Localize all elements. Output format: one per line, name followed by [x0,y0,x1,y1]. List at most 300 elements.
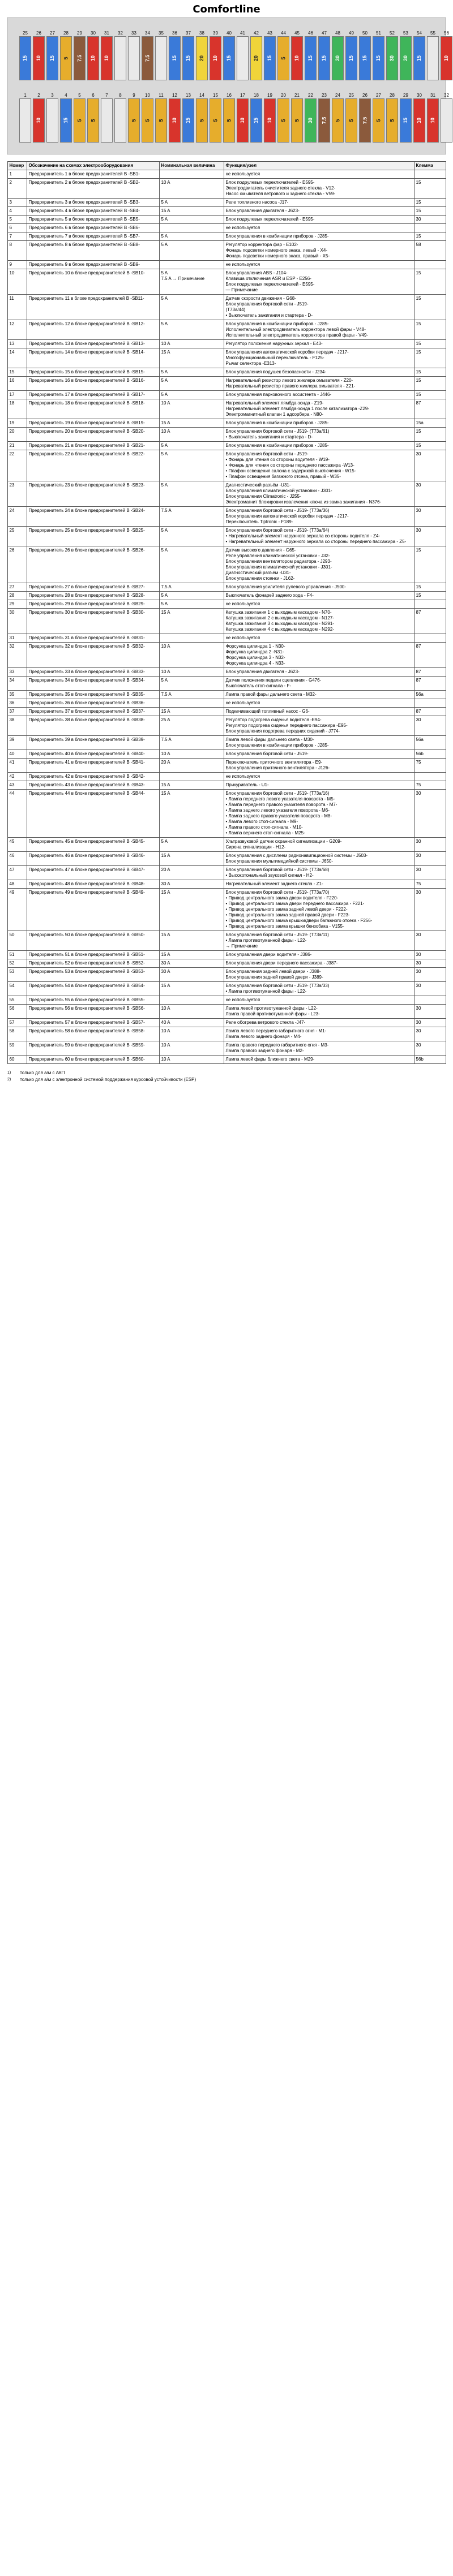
page-title: Comfortline [193,3,260,15]
cell-designation: Предохранитель 17 в блоке предохранителей B -SB17- [27,391,159,399]
fuse-slot [142,36,153,80]
cell-value: 25 A [159,716,224,736]
cell-number: 23 [7,481,27,507]
fuse-number: 54 [417,31,422,36]
cell-designation: Предохранитель 23 в блоке предохранителей B -SB23- [27,481,159,507]
fuse-slot [373,36,384,80]
table-row [7,889,446,931]
cell-value [159,773,224,781]
fuse-number: 49 [349,31,354,36]
cell-designation: Предохранитель 6 в блоке предохранителей B -SB6- [27,224,159,232]
fuse-number: 29 [77,31,82,36]
cell-designation: Предохранитель 2 в блоке предохранителей B -SB2- [27,179,159,199]
fuse-rating: 10 [172,117,178,124]
fuse-rating: 10 [240,117,246,124]
cell-number: 39 [7,736,27,750]
fuse-number: 13 [186,93,191,98]
table-row [7,269,446,295]
fuse-slot [142,98,153,143]
fuse-slot [87,98,99,143]
cell-designation: Предохранитель 31 в блоке предохранителей B -SB31- [27,634,159,643]
fuse-slot [169,98,181,143]
fuse-rating: 5 [76,119,83,122]
fuse-number: 45 [294,31,300,36]
fuse-rating: 15 [375,55,382,62]
cell-function: Датчик положения педали сцепления - G476- Выключатель стоп-сигнала - F- [224,677,414,691]
cell-number: 59 [7,1041,27,1056]
cell-designation: Предохранитель 57 в блоке предохранителей B -SB57- [27,1019,159,1027]
cell-value: 5 A [159,527,224,546]
cell-terminal: 30 [414,216,446,224]
cell-value [159,224,224,232]
fuse-number: 56 [444,31,449,36]
cell-terminal: 87 [414,708,446,716]
table-row [7,399,446,419]
cell-terminal [414,996,446,1005]
fuse-rating: 20 [199,55,205,62]
cell-value: 15 A [159,951,224,959]
fuse-slot [291,36,303,80]
fuse-slot [400,36,412,80]
cell-terminal [414,170,446,179]
fuse-number: 14 [199,93,204,98]
fuse-rating: 10 [36,117,42,124]
fuse-number: 27 [376,93,381,98]
cell-number: 51 [7,951,27,959]
cell-function: Нагревательный элемент лямбда-зонда - Z19- Нагревательный элемент лямбда-зонда 1 после катализатора -Z29- Электромагнитный клапан 1 адсорбера - N80- [224,399,414,419]
fuse-number: 2 [37,93,40,98]
cell-value: 10 A [159,179,224,199]
cell-terminal: 15 [414,442,446,450]
cell-terminal: 87 [414,399,446,419]
top-fuse [263,31,276,80]
cell-designation: Предохранитель 16 в блоке предохранителей B -SB16- [27,377,159,391]
fuse-number: 3 [51,93,54,98]
cell-terminal: 58 [414,241,446,261]
cell-designation: Предохранитель 50 в блоке предохранителей B -SB50- [27,931,159,951]
bottom-fuse [386,93,399,143]
fuse-rating: 7.5 [321,117,327,124]
cell-number: 56 [7,1005,27,1019]
top-fuse [87,31,100,80]
cell-function: Блок управления бортовой сети - J519- (T73a/11) • Лампа противотуманной фары - L22- → Примечание [224,931,414,951]
cell-value: 5 A [159,232,224,241]
cell-terminal [414,699,446,708]
fuse-slot [223,98,235,143]
cell-function: Блок управления двигателя - J623- [224,207,414,216]
bottom-fuse [318,93,331,143]
fuse-rating: 5 [280,119,287,122]
cell-designation: Предохранитель 29 в блоке предохранителей B -SB29- [27,600,159,609]
fuse-slot [60,98,72,143]
cell-function: Реле топливного насоса -J17- [224,199,414,207]
top-fuse [413,31,426,80]
cell-designation: Предохранитель 42 в блоке предохранителей B -SB42- [27,773,159,781]
cell-function: Катушка зажигания 1 с выходным каскадом - N70- Катушка зажигания 2 с выходным каскадом - N127- Катушка зажигания 3 с выходным каскадом - N291- Катушка зажигания 4 с выходным каскадом - N292- [224,609,414,634]
cell-number: 18 [7,399,27,419]
cell-function: Блок управления в комбинации приборов - J285- [224,232,414,241]
bottom-fuse [250,93,263,143]
cell-function: Блок управления бортовой сети - J519- (T73a/70) • Привод центрального замка двери водителя - F220- • Привод центрального замка двери переднего пассажира - F221- • Привод центрального замка задней левой двери - F222- • Привод центрального замка задней правой двери - F223- • Привод центрального замка крышки/двери багажного отсека - F256- • Привод центрального замка крышки бензобака - V155- [224,889,414,931]
cell-function: Блок управления подушек безопасности - J234- [224,368,414,377]
table-row [7,1041,446,1056]
fuse-rating: 5 [280,57,287,60]
cell-value: 10 A [159,643,224,668]
cell-terminal: 30 [414,889,446,931]
table-row [7,348,446,368]
fuse-table-body [7,170,446,1064]
fuse-rating: 5 [226,119,232,122]
cell-designation: Предохранитель 58 в блоке предохранителей B -SB58- [27,1027,159,1041]
cell-designation: Предохранитель 49 в блоке предохранителей B -SB49- [27,889,159,931]
fuse-number: 15 [213,93,218,98]
fuse-number: 29 [403,93,408,98]
cell-value: 30 A [159,968,224,982]
cell-number: 29 [7,600,27,609]
top-fuse [127,31,140,80]
cell-function: Блок управления бортовой сети - J519- (T73a/64) • Нагревательный элемент наружного зеркала со стороны водителя - Z4- • Нагревательный элемент наружного зеркала со стороны переднего пассажира - Z5- [224,527,414,546]
fuse-rating: 10 [90,55,96,62]
cell-terminal: 30 [414,1027,446,1041]
cell-terminal [414,600,446,609]
cell-number: 37 [7,708,27,716]
fuse-rating: 15 [49,55,55,62]
footnote [7,1076,446,1083]
cell-number: 57 [7,1019,27,1027]
fuse-row-bottom [19,93,453,143]
table-row [7,442,446,450]
fuse-slot [46,98,58,143]
fuse-slot [291,98,303,143]
fuse-number: 23 [322,93,327,98]
cell-function: не используется [224,170,414,179]
cell-number: 15 [7,368,27,377]
fuse-number: 51 [376,31,381,36]
cell-number: 44 [7,790,27,838]
cell-value: 30 A [159,959,224,968]
fuse-rating: 15 [185,55,191,62]
cell-function: Блок управления в комбинации приборов - J285- Исполнительный электродвигатель корректора левой фары - V48- Исполнительный электродвигатель корректора правой фары - V49- [224,320,414,340]
cell-terminal: 15 [414,377,446,391]
cell-function: Блок управления двери переднего пассажира - J387- [224,959,414,968]
bottom-fuse [155,93,168,143]
cell-number: 11 [7,295,27,320]
cell-value [159,261,224,269]
cell-value: 10 A [159,1056,224,1064]
top-fuse [426,31,439,80]
fuse-rating: 30 [335,55,341,62]
cell-value [159,170,224,179]
fuse-row-top [19,31,453,80]
fuse-number: 30 [417,93,422,98]
table-row [7,527,446,546]
fuse-rating: 10 [36,55,42,62]
cell-value: 10 A [159,428,224,442]
cell-designation: Предохранитель 9 в блоке предохранителей B -SB9- [27,261,159,269]
top-fuse [114,31,127,80]
fuse-number: 19 [267,93,272,98]
cell-terminal: 56b [414,750,446,759]
cell-terminal: 87 [414,643,446,668]
cell-terminal: 30 [414,527,446,546]
fuse-slot [413,36,425,80]
cell-number: 48 [7,880,27,889]
cell-number: 30 [7,609,27,634]
cell-value: 7.5 A [159,691,224,699]
fuse-slot [332,36,344,80]
bottom-fuse [73,93,86,143]
fuse-slot [101,98,113,143]
cell-number: 6 [7,224,27,232]
fuse-slot [114,98,126,143]
fuse-rating: 10 [416,117,422,124]
cell-terminal: 15 [414,546,446,583]
cell-terminal: 30 [414,450,446,481]
fuse-number: 10 [145,93,150,98]
bottom-fuse [168,93,181,143]
fuse-table [7,161,446,1064]
cell-designation: Предохранитель 47 в блоке предохранителей B -SB47- [27,866,159,880]
cell-value: 15 A [159,708,224,716]
fuse-slot [74,98,86,143]
cell-value: 10 A [159,399,224,419]
cell-number: 49 [7,889,27,931]
fuse-number: 42 [254,31,259,36]
fuse-rating: 5 [294,119,300,122]
cell-terminal: 87 [414,677,446,691]
fuse-slot [87,36,99,80]
cell-terminal [414,634,446,643]
top-fuse [168,31,181,80]
fuse-slot [210,98,221,143]
cell-designation: Предохранитель 22 в блоке предохранителей B -SB22- [27,450,159,481]
cell-designation: Предохранитель 20 в блоке предохранителей B -SB20- [27,428,159,442]
cell-designation: Предохранитель 32 в блоке предохранителей B -SB32- [27,643,159,668]
cell-number: 9 [7,261,27,269]
fuse-slot [250,98,262,143]
table-row [7,736,446,750]
cell-number: 58 [7,1027,27,1041]
cell-terminal: 30 [414,1005,446,1019]
top-fuse [277,31,290,80]
cell-function: Блок управления двигателя - J623- [224,668,414,677]
top-fuse [182,31,195,80]
fuse-number: 41 [240,31,245,36]
fuse-slot [60,36,72,80]
cell-value: 5 A [159,838,224,852]
fuse-number: 55 [430,31,435,36]
cell-terminal: 75 [414,880,446,889]
fuse-number: 48 [335,31,340,36]
footnotes [7,1070,446,1083]
table-row [7,750,446,759]
table-row [7,677,446,691]
fuse-slot [155,36,167,80]
fuse-rating: 30 [403,55,409,62]
cell-number: 4 [7,207,27,216]
fuse-rating: 15 [403,117,409,124]
cell-number: 41 [7,759,27,773]
cell-terminal: 87 [414,668,446,677]
bottom-fuse [331,93,344,143]
fuse-slot [182,98,194,143]
cell-number: 24 [7,507,27,527]
cell-function: Блок управления бортовой сети - J519- [224,750,414,759]
cell-function: Блок управления усилителя рулевого управления - J500- [224,583,414,592]
cell-terminal: 15a [414,419,446,428]
cell-number: 10 [7,269,27,295]
cell-function: Форсунка цилиндра 1 - N30- Форсунка цилиндра 2 -N31- Форсунка цилиндра 3 - N32- Форсунка цилиндра 4 - N33- [224,643,414,668]
fuse-rating: 15 [63,117,69,124]
bottom-fuse [440,93,453,143]
fuse-slot [169,36,181,80]
fuse-number: 26 [362,93,367,98]
cell-number: 60 [7,1056,27,1064]
cell-value: 15 A [159,931,224,951]
cell-designation: Предохранитель 15 в блоке предохранителей B -SB15- [27,368,159,377]
cell-value: 5 A [159,481,224,507]
footnote-text: только для а/м с электронной системой поддержания курсовой устойчивости (ESP) [20,1077,196,1082]
fuse-slot [33,98,45,143]
cell-function: Регулятор корректора фар - E102- Фонарь подсветки номерного знака, левый - X4- Фонарь подсветки номерного знака, правый - X5- [224,241,414,261]
table-row [7,340,446,348]
table-row [7,699,446,708]
table-row [7,241,446,261]
cell-function: не используется [224,224,414,232]
cell-function: Блок управления бортовой сети - J519- (T73a/33) • Лампа противотуманной фары - L22- [224,982,414,996]
cell-function: не используется [224,634,414,643]
cell-designation: Предохранитель 51 в блоке предохранителей B -SB51- [27,951,159,959]
fuse-rating: 15 [362,55,368,62]
fuse-number: 5 [78,93,81,98]
cell-designation: Предохранитель 43 в блоке предохранителей B -SB43- [27,781,159,790]
cell-function: Лампа левой фары ближнего света - M29- [224,1056,414,1064]
bottom-fuse [59,93,72,143]
table-row [7,931,446,951]
fuse-rating: 15 [416,55,422,62]
table-row [7,377,446,391]
bottom-fuse [236,93,249,143]
fuse-number: 32 [444,93,449,98]
cell-designation: Предохранитель 45 в блоке предохранителей B -SB45- [27,838,159,852]
top-fuse [358,31,371,80]
fuse-rating: 5 [144,119,151,122]
table-row [7,716,446,736]
cell-number: 53 [7,968,27,982]
fuse-number: 7 [105,93,108,98]
fuse-slot [427,98,439,143]
fuse-slot [74,36,86,80]
table-row [7,951,446,959]
fuse-number: 9 [133,93,135,98]
cell-designation: Предохранитель 44 в блоке предохранителей B -SB44- [27,790,159,838]
cell-function: Ультразвуковой датчик охранной сигнализации - G209- Сирена сигнализации - H12- [224,838,414,852]
table-row [7,391,446,399]
fuse-number: 50 [362,31,367,36]
fuse-number: 20 [281,93,286,98]
cell-number: 27 [7,583,27,592]
fuse-slot [19,36,31,80]
table-row [7,428,446,442]
fuse-rating: 5 [90,119,96,122]
fuse-number: 28 [63,31,69,36]
cell-function: Блок управления ABS - J104- Клавиша отключения ASR и ESP - E256- Блок подрулевых переключателей - E595- — Примечание [224,269,414,295]
cell-terminal: 30 [414,481,446,507]
fuse-number: 43 [267,31,272,36]
cell-value: 15 A [159,419,224,428]
fuse-slot [182,36,194,80]
cell-function: Блок подрулевых переключателей - E595- Электродвигатель очистителя заднего стекла - V12- Насос омывателя ветрового и заднего стекла - V59- [224,179,414,199]
cell-function: Переключатель приточного вентилятора - E9- Блок управления приточного вентилятора - J126- [224,759,414,773]
cell-designation: Предохранитель 4 в блоке предохранителей B -SB4- [27,207,159,216]
cell-number: 2 [7,179,27,199]
table-row [7,691,446,699]
cell-function: Блок подрулевых переключателей - E595- [224,216,414,224]
cell-number: 40 [7,750,27,759]
cell-designation: Предохранитель 11 в блоке предохранителей B -SB11- [27,295,159,320]
footnote-text: только для а/м с АКП [20,1070,65,1075]
cell-value: 7.5 A [159,736,224,750]
fuse-number: 28 [390,93,395,98]
fuse-rating: 15 [253,117,259,124]
cell-value: 5 A [159,450,224,481]
cell-designation: Предохранитель 1 в блоке предохранителей B -SB1- [27,170,159,179]
cell-terminal: 87 [414,609,446,634]
fuse-number: 24 [335,93,340,98]
cell-number: 38 [7,716,27,736]
cell-value: 7.5 A [159,583,224,592]
cell-designation: Предохранитель 56 в блоке предохранителей B -SB56- [27,1005,159,1019]
fuse-rating: 5 [63,57,69,60]
bottom-fuse [127,93,140,143]
cell-designation: Предохранитель 26 в блоке предохранителей B -SB26- [27,546,159,583]
cell-designation: Предохранитель 7 в блоке предохранителей B -SB7- [27,232,159,241]
fuse-rating: 10 [430,117,436,124]
fuse-rating: 15 [267,55,273,62]
cell-designation: Предохранитель 55 в блоке предохранителей B -SB55- [27,996,159,1005]
footnote-mark: 2) [7,1078,11,1082]
top-fuse [372,31,385,80]
table-row [7,207,446,216]
cell-number: 16 [7,377,27,391]
top-fuse [386,31,399,80]
bottom-fuse [345,93,358,143]
cell-number: 42 [7,773,27,781]
cell-function: Диагностический разъём -U31- Блок управления климатической установки - J301- Блок управления Climatronic - J255- Электромагнит блокировки извлечения ключа из замка зажигания - N376- [224,481,414,507]
cell-value [159,996,224,1005]
fuse-table-header [7,162,446,170]
cell-number: 55 [7,996,27,1005]
cell-function: не используется [224,600,414,609]
cell-value: 15 A [159,982,224,996]
cell-value: 10 A [159,1027,224,1041]
cell-function: Блок управления задней левой двери - J388- Блок управления задней правой двери - J389- [224,968,414,982]
cell-designation: Предохранитель 12 в блоке предохранителей B -SB12- [27,320,159,340]
cell-value: 15 A [159,781,224,790]
fuse-slot [305,98,317,143]
table-row [7,1019,446,1027]
cell-number: 50 [7,931,27,951]
cell-terminal: 30 [414,982,446,996]
fuse-number: 18 [254,93,259,98]
cell-function: Регулятор положения наружных зеркал - E43- [224,340,414,348]
cell-function: не используется [224,996,414,1005]
cell-terminal: 15 [414,348,446,368]
table-row [7,546,446,583]
cell-designation: Предохранитель 46 в блоке предохранителей B -SB46- [27,852,159,866]
cell-function: Лампа левой фары дальнего света - M30- Блок управления в комбинации приборов - J285- [224,736,414,750]
cell-number: 36 [7,699,27,708]
